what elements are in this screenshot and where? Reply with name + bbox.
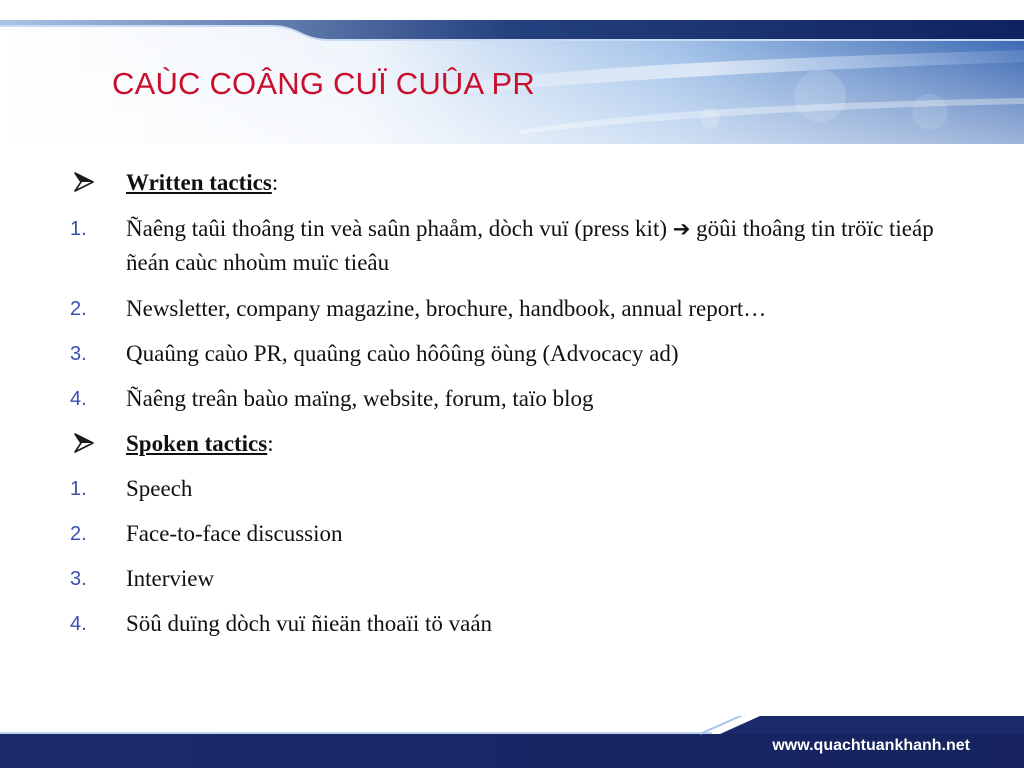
list-number: 2. bbox=[70, 523, 87, 545]
list-item-text: Interview bbox=[126, 566, 215, 591]
section-heading: Written tactics bbox=[126, 170, 272, 195]
list-number: 2. bbox=[70, 298, 87, 320]
list-item-text-part: Ñaêng taûi thoâng tin veà saûn phaåm, dòch vuï (press kit) bbox=[126, 216, 667, 241]
list-number: 1. bbox=[70, 218, 87, 240]
list-number: 1. bbox=[70, 478, 87, 500]
heading-colon: : bbox=[267, 431, 274, 456]
heading-colon: : bbox=[271, 170, 279, 195]
list-item-text bbox=[126, 212, 966, 280]
list-item-text: Quaûng caùo PR, quaûng caùo hôôûng öùng (Advocacy ad) bbox=[126, 341, 679, 366]
footer-bar bbox=[0, 716, 1024, 768]
list-item-text: Face-to-face discussion bbox=[126, 521, 343, 546]
list-number: 4. bbox=[70, 613, 87, 635]
arrow-bullet-icon bbox=[72, 166, 112, 201]
list-item-text: Söû duïng dòch vuï ñieän thoaïi tö vaán bbox=[126, 611, 493, 636]
list-item-text: Ñaêng treân baùo maïng, website, forum, taïo blog bbox=[126, 386, 594, 411]
slide-title: CAÙC COÂNG CUÏ CUÛA PR bbox=[112, 66, 535, 101]
list-number: 4. bbox=[70, 388, 87, 410]
list-number: 3. bbox=[70, 343, 87, 365]
list-item-text: Newsletter, company magazine, brochure, handbook, annual report… bbox=[126, 296, 767, 321]
list-item-text: Speech bbox=[126, 476, 193, 501]
header-banner bbox=[0, 0, 1024, 148]
list-item-text-part: göûi thoâng tin tröïc tieáp ñeán caùc nhoùm muïc tieâu bbox=[126, 216, 934, 275]
section-heading: Spoken tactics bbox=[126, 431, 268, 456]
arrow-bullet-icon bbox=[72, 427, 112, 462]
footer-website-link[interactable]: www.quachtuankhanh.net bbox=[772, 737, 970, 754]
list-number: 3. bbox=[70, 568, 87, 590]
arrow-right-icon: ➔ bbox=[672, 217, 691, 241]
